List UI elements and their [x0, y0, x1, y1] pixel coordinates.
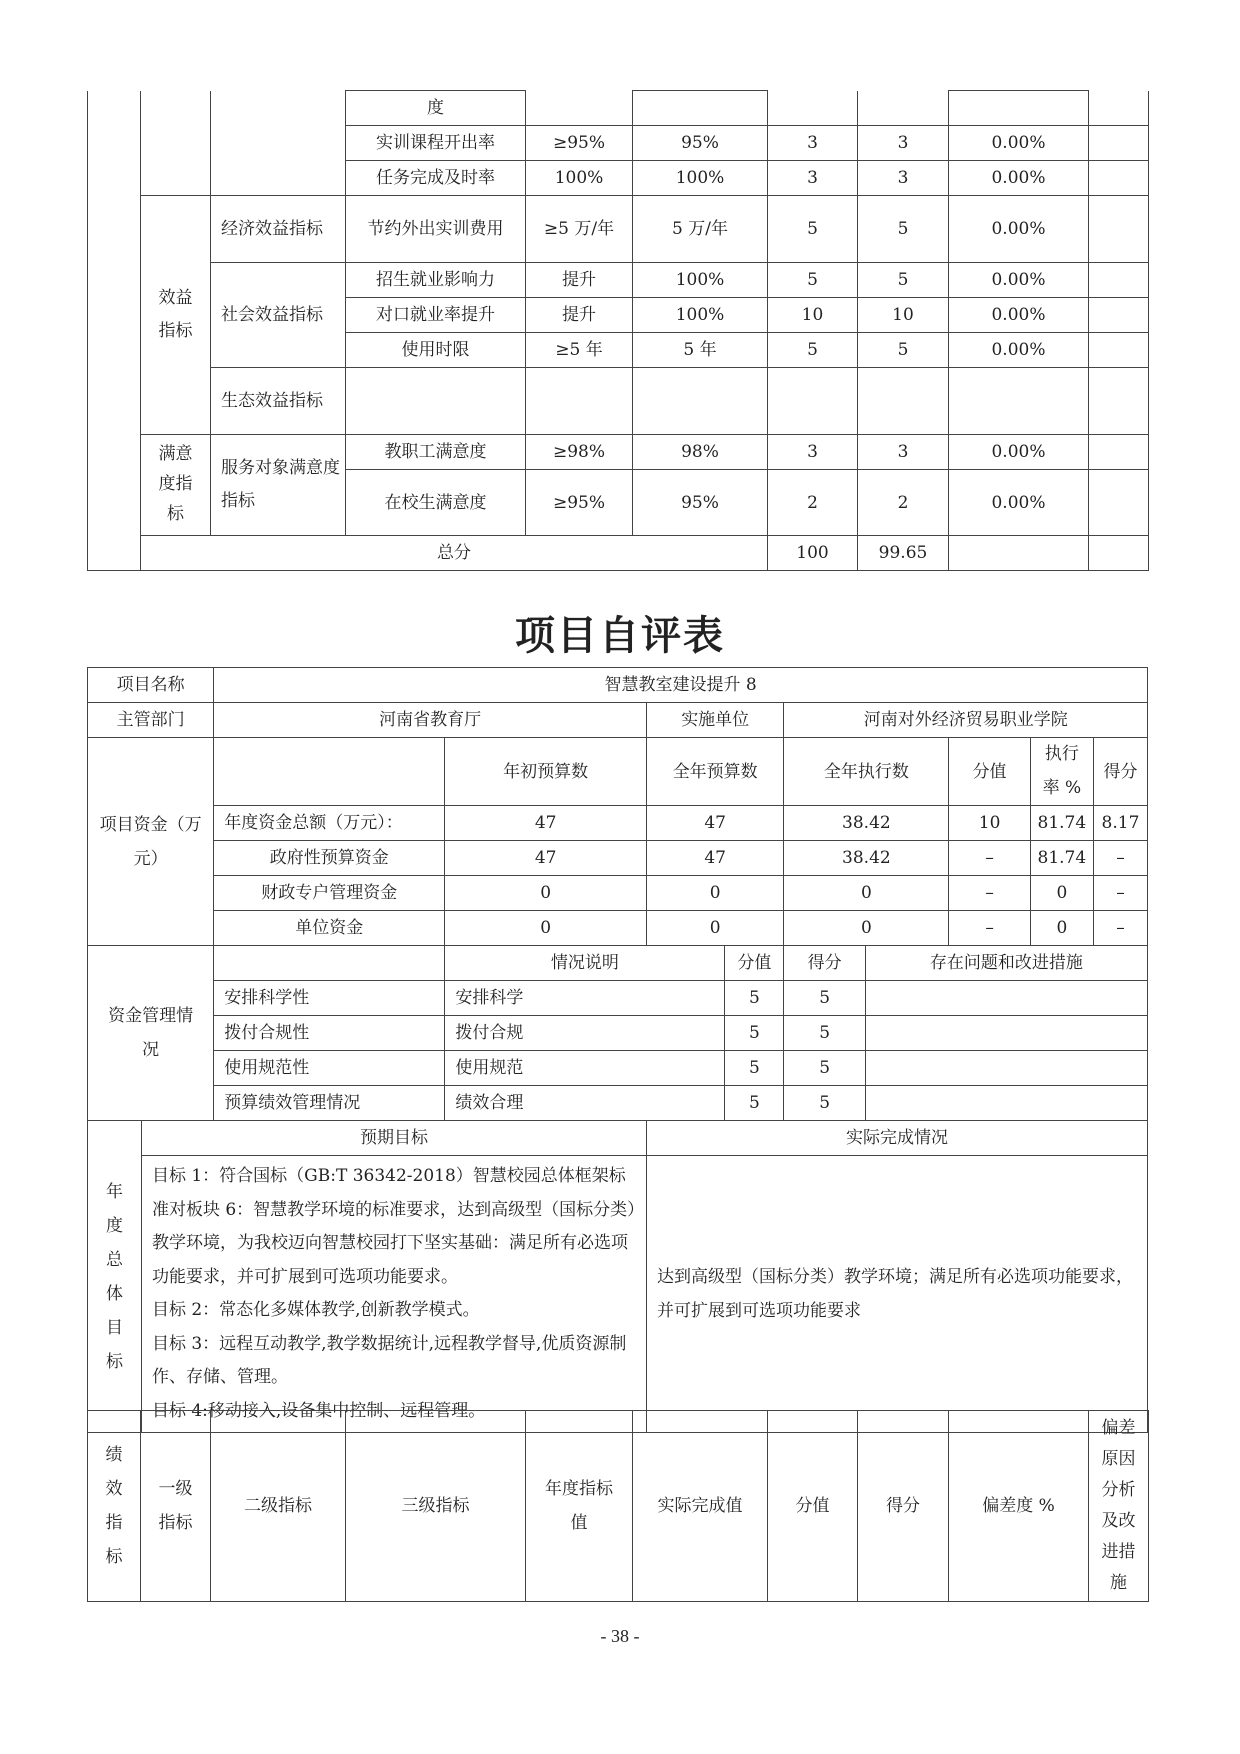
funds-header-score-max: 分值 — [949, 738, 1030, 806]
score-max-cell: 5 — [768, 196, 858, 263]
deviation-cell — [949, 91, 1089, 126]
total-deviation — [949, 536, 1089, 571]
deviation-cell: 0.00% — [949, 263, 1089, 298]
funds-score: – — [1093, 876, 1147, 911]
funds-header-annual: 全年预算数 — [646, 738, 783, 806]
mgmt-header-score-max: 分值 — [725, 946, 784, 981]
actual-cell: 100% — [633, 298, 768, 333]
mgmt-score: 5 — [784, 981, 865, 1016]
perf-col-l1 — [141, 1411, 211, 1602]
score-max-cell: 3 — [768, 435, 858, 470]
table-row — [88, 263, 1149, 298]
impl-value: 河南对外经济贸易职业学院 — [784, 703, 1148, 738]
score-cell: 10 — [858, 298, 949, 333]
score-max-cell: 10 — [768, 298, 858, 333]
funds-initial: 0 — [445, 911, 647, 946]
target-cell: ≥5 万/年 — [526, 196, 633, 263]
funds-rate: 0 — [1030, 911, 1093, 946]
performance-indicator-table-continued — [87, 90, 1149, 571]
funds-executed: 38.42 — [784, 806, 949, 841]
table-row — [88, 1086, 1148, 1121]
perf-header-row — [88, 1411, 1149, 1602]
perf-col-l2: 二级指标 — [211, 1411, 346, 1602]
score-cell: 5 — [858, 196, 949, 263]
l3-cell: 招生就业影响力 — [346, 263, 526, 298]
note-cell — [1089, 368, 1149, 435]
target-cell: ≥95% — [526, 470, 633, 536]
funds-header-score: 得分 — [1093, 738, 1147, 806]
funds-executed: 0 — [784, 911, 949, 946]
l2-economic-cell: 经济效益指标 — [211, 196, 346, 263]
perf-col-score: 得分 — [858, 1411, 949, 1602]
mgmt-issue — [865, 981, 1147, 1016]
mgmt-issue — [865, 1016, 1147, 1051]
funds-row-name: 财政专户管理资金 — [214, 876, 445, 911]
perf-label-text: 绩效指标 — [105, 1445, 123, 1567]
target-cell — [526, 368, 633, 435]
perf-col-target — [526, 1411, 633, 1602]
goals-actual-cell: 达到高级型（国标分类）教学环境；满足所有必选项功能要求，并可扩展到可选项功能要求 — [646, 1156, 1147, 1433]
actual-cell: 5 万/年 — [633, 196, 768, 263]
deviation-cell: 0.00% — [949, 126, 1089, 161]
funds-rate: 0 — [1030, 876, 1093, 911]
funds-header-rate — [1030, 738, 1093, 806]
actual-cell: 5 年 — [633, 333, 768, 368]
note-cell — [1089, 91, 1149, 126]
table-row — [88, 806, 1148, 841]
l3-cell: 使用时限 — [346, 333, 526, 368]
goal-4: 目标 4:移动接入,设备集中控制、远程管理。 — [151, 1400, 486, 1421]
funds-score: – — [1093, 841, 1147, 876]
table-row — [88, 368, 1149, 435]
table-row — [88, 196, 1149, 263]
deviation-cell: 0.00% — [949, 161, 1089, 196]
perf-col-reason-text: 偏差原因分析及改进措施 — [1101, 1417, 1136, 1593]
table-row — [88, 1016, 1148, 1051]
note-cell — [1089, 470, 1149, 536]
mgmt-item: 拨付合规性 — [214, 1016, 445, 1051]
goals-expected-cell — [141, 1156, 646, 1433]
table-row — [88, 1051, 1148, 1086]
l3-cell: 实训课程开出率 — [346, 126, 526, 161]
mgmt-desc: 安排科学 — [445, 981, 725, 1016]
target-cell — [526, 91, 633, 126]
deviation-cell: 0.00% — [949, 435, 1089, 470]
l2-eco-cell: 生态效益指标 — [211, 368, 346, 435]
mgmt-desc: 拨付合规 — [445, 1016, 725, 1051]
funds-header-executed: 全年执行数 — [784, 738, 949, 806]
mgmt-score-max: 5 — [725, 1086, 784, 1121]
funds-score-max: – — [949, 876, 1030, 911]
self-evaluation-table — [87, 667, 1148, 1433]
dept-value: 河南省教育厅 — [214, 703, 647, 738]
mgmt-desc: 绩效合理 — [445, 1086, 725, 1121]
target-cell: ≥95% — [526, 126, 633, 161]
goals-label — [88, 1121, 142, 1433]
deviation-cell — [949, 368, 1089, 435]
total-score: 99.65 — [858, 536, 949, 571]
l2-social-cell: 社会效益指标 — [211, 263, 346, 368]
funds-label — [88, 738, 214, 946]
note-cell — [1089, 263, 1149, 298]
actual-cell: 98% — [633, 435, 768, 470]
page-title: 项目自评表 — [515, 613, 725, 659]
note-cell — [1089, 126, 1149, 161]
target-cell: 提升 — [526, 263, 633, 298]
perf-col-score-max: 分值 — [768, 1411, 858, 1602]
goal-3: 目标 3：远程互动教学,教学数据统计,远程教学督导,优质资源制作、存储、管理。 — [151, 1333, 627, 1387]
mgmt-score-max: 5 — [725, 981, 784, 1016]
mgmt-issue — [865, 1051, 1147, 1086]
mgmt-header-desc: 情况说明 — [445, 946, 725, 981]
funds-score: – — [1093, 911, 1147, 946]
score-cell: 2 — [858, 470, 949, 536]
deviation-cell: 0.00% — [949, 333, 1089, 368]
l2-satisfaction-cell: 服务对象满意度指标 — [211, 435, 346, 536]
funds-rate: 81.74 — [1030, 806, 1093, 841]
deviation-cell: 0.00% — [949, 196, 1089, 263]
mgmt-label — [88, 946, 214, 1121]
mgmt-header-issue: 存在问题和改进措施 — [865, 946, 1147, 981]
mgmt-score: 5 — [784, 1016, 865, 1051]
impl-label: 实施单位 — [646, 703, 783, 738]
actual-cell: 95% — [633, 470, 768, 536]
deviation-cell: 0.00% — [949, 470, 1089, 536]
mgmt-score: 5 — [784, 1086, 865, 1121]
perf-col-l3: 三级指标 — [346, 1411, 526, 1602]
funds-annual: 47 — [646, 841, 783, 876]
l3-cell: 任务完成及时率 — [346, 161, 526, 196]
mgmt-desc: 使用规范 — [445, 1051, 725, 1086]
project-name-label: 项目名称 — [88, 668, 214, 703]
score-cell — [858, 368, 949, 435]
funds-header-blank — [214, 738, 445, 806]
funds-row-name: 年度资金总额（万元）： — [214, 806, 445, 841]
mgmt-header-score: 得分 — [784, 946, 865, 981]
project-name-row — [88, 668, 1148, 703]
table-row — [88, 841, 1148, 876]
score-cell: 3 — [858, 126, 949, 161]
l1-satisfaction-cell — [141, 435, 211, 536]
l3-cell: 对口就业率提升 — [346, 298, 526, 333]
goals-header-row — [88, 1121, 1148, 1156]
perf-col-deviation: 偏差度 % — [949, 1411, 1089, 1602]
actual-cell — [633, 368, 768, 435]
actual-cell: 100% — [633, 263, 768, 298]
project-name-value: 智慧教室建设提升 8 — [214, 668, 1148, 703]
table-row — [88, 435, 1149, 470]
score-max-cell: 3 — [768, 161, 858, 196]
mgmt-header-row — [88, 946, 1148, 981]
l3-cell: 节约外出实训费用 — [346, 196, 526, 263]
actual-cell: 95% — [633, 126, 768, 161]
mgmt-header-blank — [214, 946, 445, 981]
funds-row-name: 单位资金 — [214, 911, 445, 946]
score-max-cell: 3 — [768, 126, 858, 161]
perf-col-l1-text: 一级指标 — [158, 1479, 193, 1533]
table-row — [88, 876, 1148, 911]
target-cell: 提升 — [526, 298, 633, 333]
funds-initial: 47 — [445, 841, 647, 876]
mgmt-score-max: 5 — [725, 1051, 784, 1086]
mgmt-score: 5 — [784, 1051, 865, 1086]
l1-satisfaction-label: 满意度指标 — [158, 444, 193, 524]
mgmt-item: 预算绩效管理情况 — [214, 1086, 445, 1121]
total-label: 总分 — [141, 536, 768, 571]
l3-cell: 教职工满意度 — [346, 435, 526, 470]
funds-annual: 0 — [646, 876, 783, 911]
goal-2: 目标 2：常态化多媒体教学,创新教学模式。 — [151, 1300, 480, 1320]
l1-benefit-cell — [141, 196, 211, 435]
funds-header-row — [88, 738, 1148, 806]
actual-cell: 100% — [633, 161, 768, 196]
funds-header-initial: 年初预算数 — [445, 738, 647, 806]
perf-col-target-text: 年度指标值 — [545, 1479, 613, 1533]
funds-initial: 0 — [445, 876, 647, 911]
target-cell: ≥98% — [526, 435, 633, 470]
funds-rate: 81.74 — [1030, 841, 1093, 876]
total-score-max: 100 — [768, 536, 858, 571]
l2-output-cell — [211, 91, 346, 196]
note-cell — [1089, 435, 1149, 470]
total-row — [88, 536, 1149, 571]
target-cell: 100% — [526, 161, 633, 196]
funds-executed: 38.42 — [784, 841, 949, 876]
mgmt-item: 使用规范性 — [214, 1051, 445, 1086]
funds-initial: 47 — [445, 806, 647, 841]
mgmt-item: 安排科学性 — [214, 981, 445, 1016]
score-cell — [858, 91, 949, 126]
score-max-cell: 5 — [768, 333, 858, 368]
actual-cell — [633, 91, 768, 126]
goals-content-row — [88, 1156, 1148, 1433]
note-cell — [1089, 161, 1149, 196]
note-cell — [1089, 298, 1149, 333]
l3-cell: 度 — [346, 91, 526, 126]
funds-score-max: – — [949, 911, 1030, 946]
score-cell: 3 — [858, 435, 949, 470]
performance-header-table — [87, 1410, 1149, 1602]
l3-cell — [346, 368, 526, 435]
deviation-cell: 0.00% — [949, 298, 1089, 333]
goals-label-text: 年度总体目标 — [105, 1181, 123, 1372]
l1-benefit-label: 效益指标 — [158, 288, 193, 341]
funds-score: 8.17 — [1093, 806, 1147, 841]
table-row — [88, 911, 1148, 946]
goals-expected-header: 预期目标 — [141, 1121, 646, 1156]
total-note — [1089, 536, 1149, 571]
funds-executed: 0 — [784, 876, 949, 911]
score-cell: 5 — [858, 263, 949, 298]
dept-label: 主管部门 — [88, 703, 214, 738]
page-number: - 38 - — [600, 1626, 640, 1646]
funds-header-rate-text: 执行率 % — [1042, 744, 1082, 798]
note-cell — [1089, 333, 1149, 368]
perf-col-reason — [1089, 1411, 1149, 1602]
perf-label — [88, 1411, 141, 1602]
mgmt-label-text: 资金管理情况 — [108, 1006, 194, 1060]
mgmt-issue — [865, 1086, 1147, 1121]
score-max-cell — [768, 368, 858, 435]
mgmt-score-max: 5 — [725, 1016, 784, 1051]
funds-row-name: 政府性预算资金 — [214, 841, 445, 876]
perf-outer-label-cell — [88, 91, 141, 571]
score-max-cell: 5 — [768, 263, 858, 298]
dept-row — [88, 703, 1148, 738]
score-cell: 3 — [858, 161, 949, 196]
score-cell: 5 — [858, 333, 949, 368]
funds-annual: 0 — [646, 911, 783, 946]
table-row — [88, 981, 1148, 1016]
score-max-cell — [768, 91, 858, 126]
note-cell — [1089, 196, 1149, 263]
target-cell: ≥5 年 — [526, 333, 633, 368]
goals-actual-header: 实际完成情况 — [646, 1121, 1147, 1156]
funds-label-text: 项目资金（万元） — [99, 814, 202, 869]
l1-output-cell — [141, 91, 211, 196]
funds-annual: 47 — [646, 806, 783, 841]
funds-score-max: 10 — [949, 806, 1030, 841]
funds-score-max: – — [949, 841, 1030, 876]
perf-col-actual: 实际完成值 — [633, 1411, 768, 1602]
score-max-cell: 2 — [768, 470, 858, 536]
l3-cell: 在校生满意度 — [346, 470, 526, 536]
goal-1: 目标 1：符合国标（GB:T 36342-2018）智慧校园总体框架标准对板块 6：智慧教学环境的标准要求，达到高级型（国标分类）教学环境，为我校迈向智慧校园打下坚实基础：满足所有必选项功能要求，并可扩展到可选项功能要求。 — [151, 1166, 636, 1287]
